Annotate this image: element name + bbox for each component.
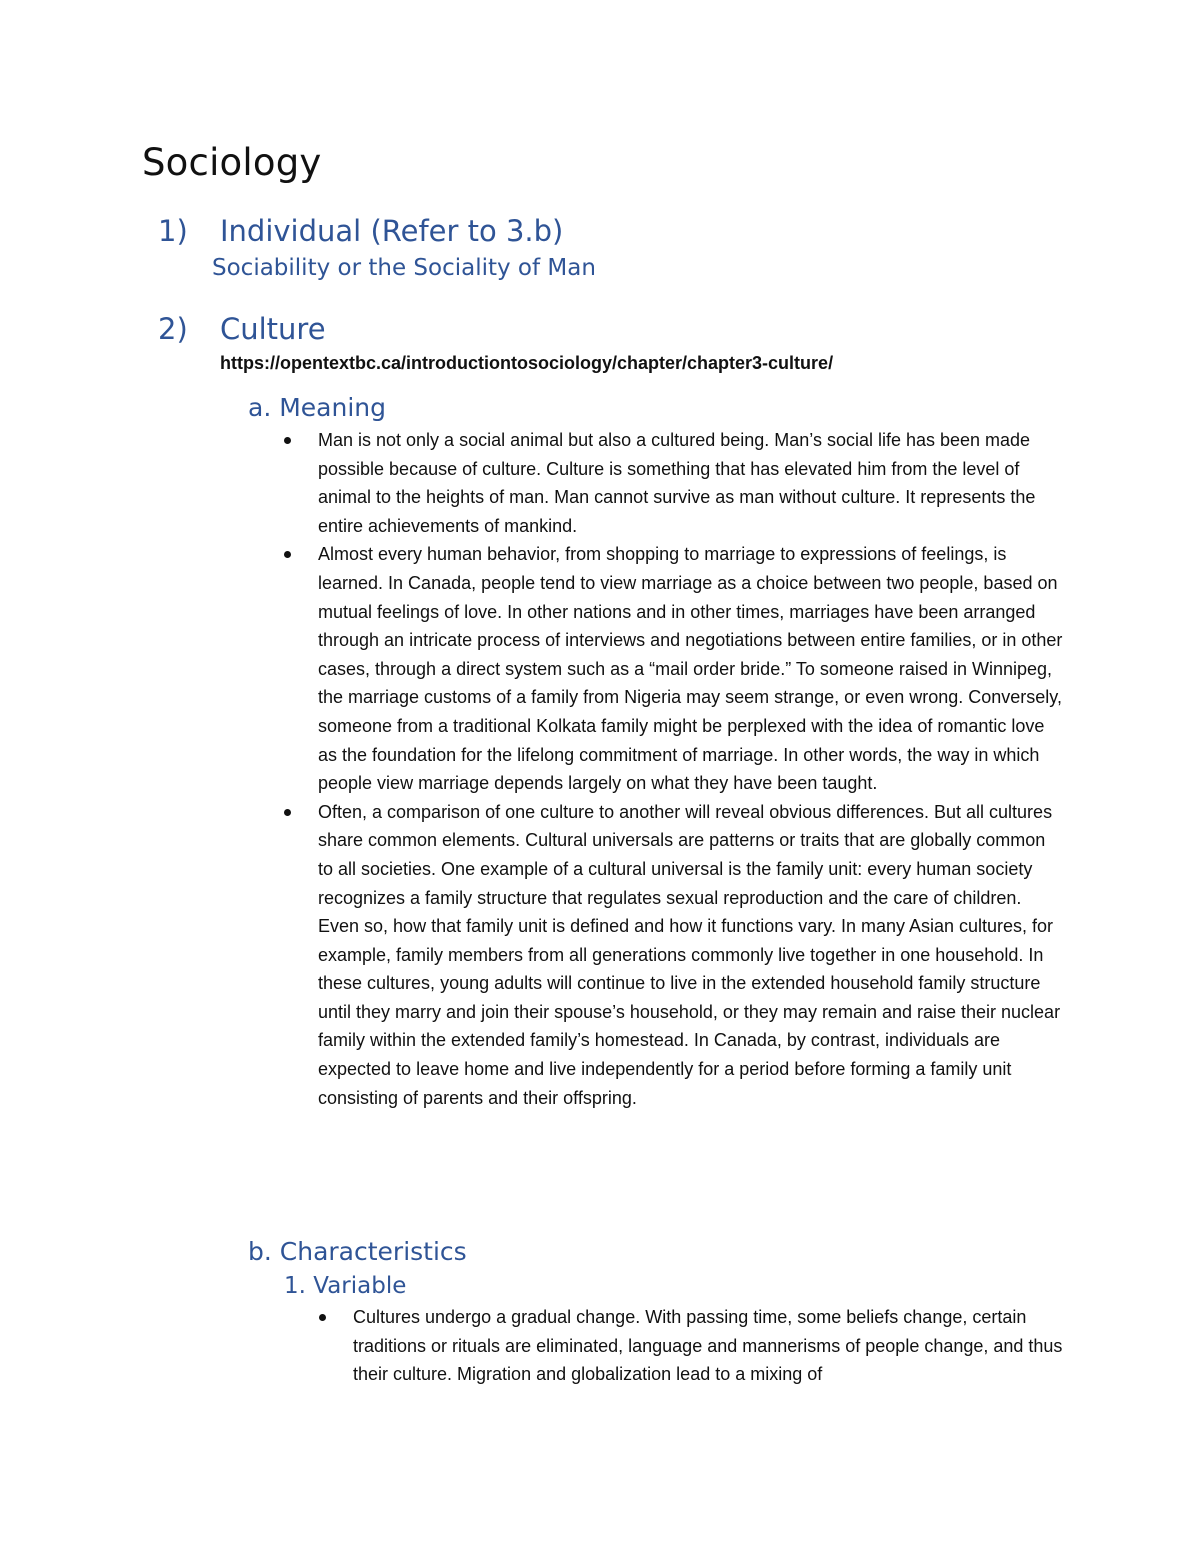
reference-link[interactable]: https://opentextbc.ca/introductiontosociology/chapter/chapter3-culture/ — [220, 353, 834, 373]
section-heading-individual — [158, 211, 563, 251]
section-title: Culture — [220, 312, 326, 346]
characteristic-heading-variable: 1. Variable — [284, 1273, 407, 1299]
section-subtitle: Sociability or the Sociality of Man — [212, 255, 596, 281]
list-item — [318, 540, 1063, 797]
bullet-dot-icon — [284, 551, 291, 558]
page-title: Sociology — [142, 141, 322, 184]
list-item — [353, 1303, 1065, 1389]
bullet-dot-icon — [284, 809, 291, 816]
bullet-text: Almost every human behavior, from shopping to marriage to expressions of feelings, is learned. In Canada, people tend to view marriage as a choice between two people, based on mutual feelings of love. In other nations and in other times, marriages have been arranged through an intricate process of interviews and negotiations between entire families, or in other cases, through a direct system such as a “mail order bride.” To someone raised in Winnipeg, the marriage customs of a family from Nigeria may seem strange, or even wrong. Conversely, someone from a traditional Kolkata family might be perplexed with the idea of romantic love as the foundation for the lifelong commitment of marriage. In other words, the way in which people view marriage depends largely on what they have been taught. — [318, 544, 1063, 794]
section-heading-culture — [158, 309, 326, 349]
meaning-bullet-list — [318, 426, 1063, 1112]
bullet-dot-icon — [284, 437, 291, 444]
subsection-heading-meaning: a. Meaning — [248, 393, 386, 422]
list-item — [318, 426, 1063, 540]
variable-bullet-list — [353, 1303, 1065, 1389]
section-title: Individual (Refer to 3.b) — [220, 214, 564, 248]
bullet-text: Often, a comparison of one culture to another will reveal obvious differences. But all cultures share common elements. Cultural universals are patterns or traits that are globally common to all societies. One example of a cultural universal is the family unit: every human society recognizes a family structure that regulates sexual reproduction and the care of children. Even so, how that family unit is defined and how it functions vary. In many Asian cultures, for example, family members from all generations commonly live together in one household. In these cultures, young adults will continue to live in the extended household family structure until they marry and join their spouse’s household, or they may remain and raise their nuclear family within the extended family’s homestead. In Canada, by contrast, individuals are expected to leave home and live independently for a period before forming a family unit consisting of parents and their offspring. — [318, 801, 1061, 1108]
bullet-text: Man is not only a social animal but also a cultured being. Man’s social life has been made possible because of culture. Culture is something that has elevated him from the level of animal to the heights of man. Man cannot survive as man without culture. It represents the entire achievements of mankind. — [318, 430, 1036, 536]
section-number: 2) — [158, 312, 188, 346]
bullet-text: Cultures undergo a gradual change. With passing time, some beliefs change, certain traditions or rituals are eliminated, language and mannerisms of people change, and thus their culture. Migration and globalization lead to a mixing of — [353, 1307, 1063, 1385]
list-item — [318, 798, 1063, 1113]
subsection-heading-characteristics: b. Characteristics — [248, 1237, 467, 1266]
bullet-dot-icon — [319, 1314, 326, 1321]
section-number: 1) — [158, 214, 188, 248]
